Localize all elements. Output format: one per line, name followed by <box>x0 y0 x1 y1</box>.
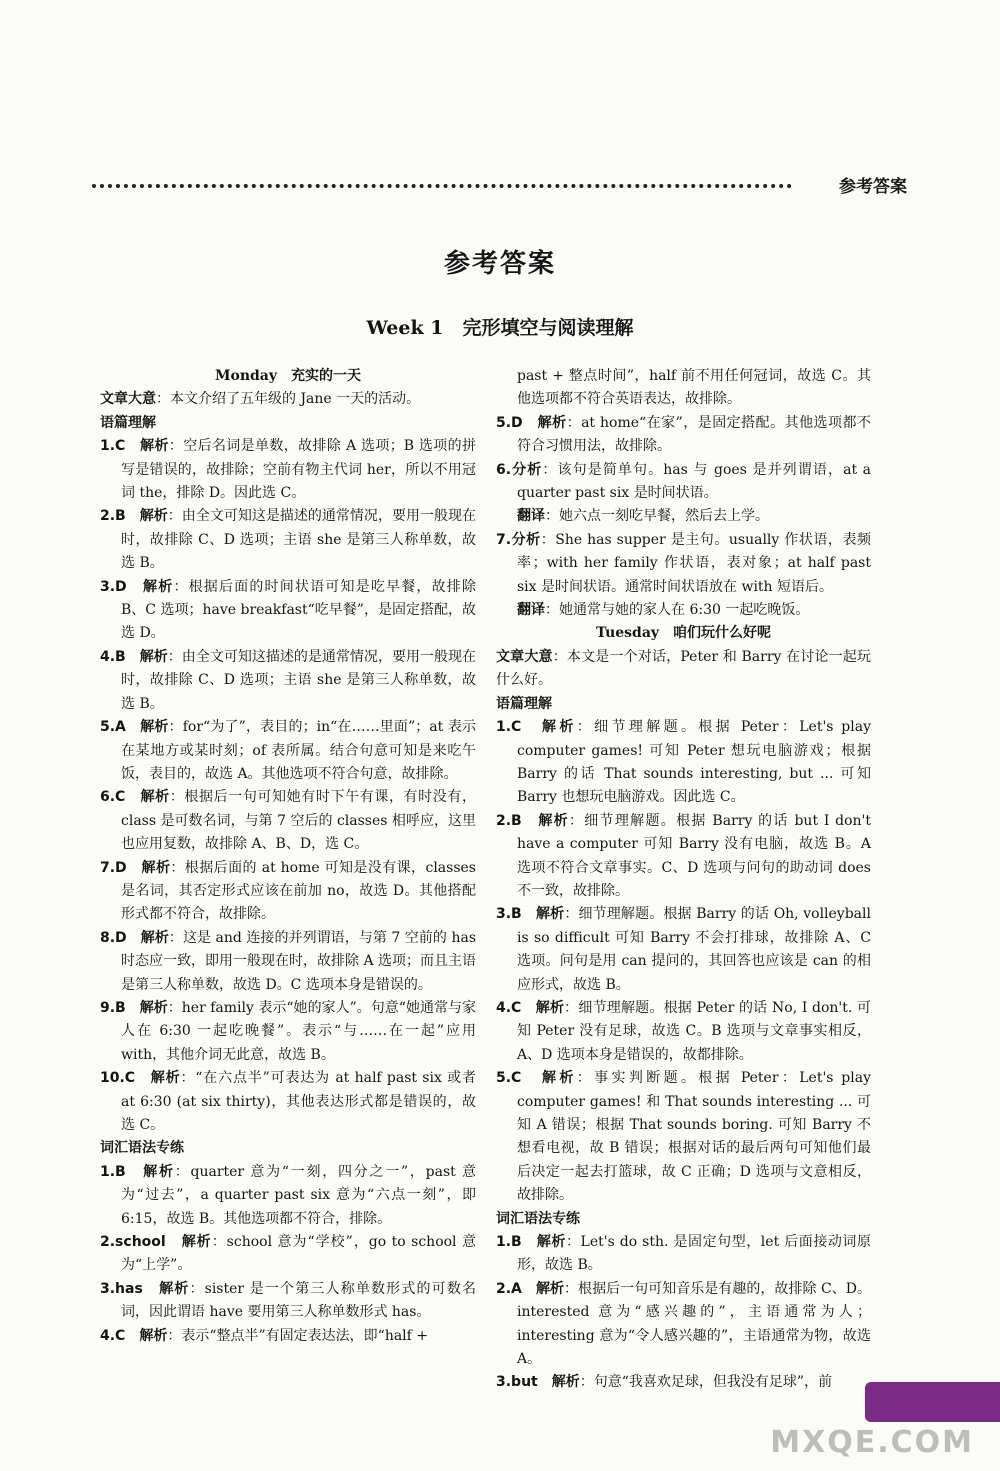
answer-label: 1.B 解析 <box>100 1163 175 1180</box>
answer-label: 3.B 解析 <box>496 906 565 923</box>
left-column <box>100 365 476 1348</box>
answer-item <box>100 1231 476 1278</box>
answer-label: 5.C 解析 <box>496 1070 577 1087</box>
answer-item <box>100 505 476 575</box>
answer-label: 9.B 解析 <box>100 999 168 1016</box>
answer-label: 2.B 解析 <box>100 508 168 525</box>
day-heading: Monday 充实的一天 <box>214 368 361 384</box>
page-title: 参考答案 <box>443 249 556 279</box>
page-corner-tab <box>865 1382 1000 1422</box>
continued-text: past + 整点时间”，half 前不用任何冠词，故选 C。其他选项都不符合英语表达，故排除。 <box>517 368 871 408</box>
answer-label: 翻译 <box>517 602 545 619</box>
answer-label: 1.C 解析 <box>100 438 169 455</box>
answer-text: ：细节理解题。根据 Barry 的话 Oh, volleyball is so difficult 可知 Barry 不会打排球，故排除 A、C 选项。问句是用 can 提问的，其回答也应该是 can 的相应形式，故选 B。 <box>517 906 871 993</box>
translation-line <box>496 505 871 528</box>
answer-item <box>496 1231 871 1278</box>
answer-item <box>100 927 476 997</box>
answer-text: ：表示“整点半”有固定表达法，即“half + <box>167 1327 429 1344</box>
answer-item <box>100 857 476 927</box>
answer-item <box>496 412 871 459</box>
answer-item <box>496 810 871 904</box>
section-heading: 词汇语法专练 <box>100 1140 184 1157</box>
section-heading: 语篇理解 <box>496 695 552 712</box>
day-heading: Tuesday 咱们玩什么好呢 <box>595 625 772 642</box>
dotted-rule <box>92 184 792 188</box>
answer-label: 10.C 解析 <box>100 1070 181 1087</box>
answer-text: ：Let's do sth. 是固定句型，let 后面接动词原形，故选 B。 <box>517 1234 871 1274</box>
answer-label: 1.B 解析 <box>496 1234 566 1251</box>
answer-text: ：根据后一句可知音乐是有趣的，故排除 C、D。interested 意为“感兴趣的”，主语通常为人；interesting 意为“令人感兴趣的”，主语通常为物，故选 A。 <box>517 1280 871 1368</box>
answer-item <box>100 1325 476 1348</box>
answer-item <box>496 1278 871 1372</box>
answer-text: ：句意“我喜欢足球，但我没有足球”，前 <box>579 1374 833 1391</box>
running-head-title: 参考答案 <box>839 177 907 197</box>
answer-text: ：细节理解题。根据 Peter：Let's play computer games! 可知 Peter 想玩电脑游戏；根据 Barry 的话 That sounds interesting, but ... 可知 Barry 也想玩电脑游戏。因此选 C。 <box>517 719 871 806</box>
answer-text: ：由全文可知这是描述的通常情况，要用一般现在时，故排除 C、D 选项；主语 she 是第三人称单数，故选 B。 <box>121 508 477 572</box>
answer-text: ：for“为了”，表目的；in“在……里面”；at 表示在某地方或某时刻；of 表所属。结合句意可知是来吃午饭，表目的，故选 A。其他选项不符合句意，故排除。 <box>121 719 476 782</box>
section-heading: 词汇语法专练 <box>496 1210 580 1227</box>
answer-item <box>100 997 476 1067</box>
answer-text: ：根据后面的 at home 可知是没有课，classes 是名词，其否定形式应该在前加 no，故选 D。其他搭配形式都不符合，故排除。 <box>121 859 476 923</box>
answer-text: ：本文介绍了五年级的 Jane 一天的活动。 <box>156 391 421 408</box>
answer-item <box>100 1161 476 1231</box>
answer-label: 8.D 解析 <box>100 929 169 946</box>
answer-label: 1.C 解析 <box>496 719 577 736</box>
answer-item <box>496 997 871 1067</box>
answer-item <box>100 1278 476 1325</box>
answer-item <box>100 786 476 856</box>
answer-label: 6.C 解析 <box>100 789 170 806</box>
answer-item <box>100 646 476 716</box>
answer-label: 5.A 解析 <box>100 719 169 736</box>
answer-text: ：at home“在家”，是固定搭配。其他选项都不符合习惯用法，故排除。 <box>517 414 871 455</box>
answer-text: ：她六点一刻吃早餐，然后去上学。 <box>545 508 769 525</box>
answer-item <box>100 716 476 786</box>
answer-label: 文章大意 <box>100 391 156 408</box>
answer-item <box>496 716 871 810</box>
answer-item <box>496 529 871 599</box>
article-summary <box>100 388 476 411</box>
answer-label: 翻译 <box>517 508 545 525</box>
answer-item <box>496 1067 871 1207</box>
article-summary <box>496 646 871 693</box>
translation-line <box>496 599 871 622</box>
answer-label: 2.school 解析 <box>100 1234 212 1251</box>
answer-text: ：根据后面的时间状语可知是吃早餐，故排除 B、C 选项；have breakfast“吃早餐”，是固定搭配，故选 D。 <box>121 578 476 642</box>
answer-label: 3.D 解析 <box>100 578 174 595</box>
answer-text: ：her family 表示“她的家人”。句意“她通常与家人在 6:30 一起吃晚餐”。表示“与……在一起”应用 with，其他介词无此意，故选 B。 <box>121 999 476 1063</box>
answer-text: ：空后名词是单数，故排除 A 选项；B 选项的拼写是错误的，故排除；空前有物主代词 her，所以不用冠词 the，排除 D。因此选 C。 <box>121 438 476 502</box>
answer-text: ：这是 and 连接的并列谓语，与第 7 空前的 has 时态应一致，即用一般现在时，故排除 A 选项；而且主语是第三人称单数，故选 D。C 选项本身是错误的。 <box>121 929 477 993</box>
answer-item <box>496 459 871 506</box>
answer-label: 7.D 解析 <box>100 859 171 876</box>
answer-text: ：由全文可知这描述的是通常情况，要用一般现在时，故排除 C、D 选项；主语 she 是第三人称单数，故选 B。 <box>121 648 477 712</box>
answer-item <box>100 435 476 505</box>
answer-text: ：She has supper 是主句。usually 作状语，表频率；with her family 作状语，表对象；at half past six 是时间状语。通常时间状语放在 with 短语后。 <box>517 531 871 595</box>
answer-label: 2.A 解析 <box>496 1280 565 1297</box>
answer-text: ：事实判断题。根据 Peter：Let's play computer games! 和 That sounds interesting ... 可知 A 错误；根据 That sounds boring. 可知 Barry 不想看电视，故 B 错误；根据对话的最后两句可知他们最后决定一起去打篮球，故 C 正确；D 选项与文意相反，故排除。 <box>517 1070 871 1204</box>
answer-text: ：本文是一个对话，Peter 和 Barry 在讨论一起玩什么好。 <box>496 648 871 689</box>
answer-label: 4.C 解析 <box>100 1327 168 1344</box>
answer-item <box>100 1067 476 1137</box>
answer-item <box>496 1371 871 1394</box>
answer-label: 4.C 解析 <box>496 999 565 1016</box>
week-title: Week 1 完形填空与阅读理解 <box>366 317 634 339</box>
watermark: MXQE.COM <box>770 1425 974 1460</box>
answer-text: ：quarter 意为“一刻，四分之一”，past 意为“过去”，a quarter past six 意为“六点一刻”，即 6:15，故选 B。其他选项都不符合，排除。 <box>121 1163 476 1227</box>
answer-text: ：细节理解题。根据 Peter 的话 No, I don't. 可知 Peter 没有足球，故选 C。B 选项与文章事实相反，A、D 选项本身是错误的，故都排除。 <box>517 999 871 1063</box>
answer-label: 7.分析 <box>496 531 541 548</box>
answer-label: 文章大意 <box>496 648 553 665</box>
answer-text: ：sister 是一个第三人称单数形式的可数名词，因此谓语 have 要用第三人称单数形式 has。 <box>121 1280 476 1321</box>
answer-item <box>100 576 476 646</box>
answer-label: 5.D 解析 <box>496 414 567 431</box>
answer-text: ：根据后一句可知她有时下午有课，有时没有，class 是可数名词，与第 7 空后的 classes 相呼应，这里也应用复数，故排除 A、B、D，选 C。 <box>121 789 476 853</box>
answer-text: ：她通常与她的家人在 6:30 一起吃晚饭。 <box>545 602 810 619</box>
answer-label: 3.has 解析 <box>100 1280 190 1297</box>
answer-text: ：school 意为“学校”，go to school 意为“上学”。 <box>121 1234 476 1274</box>
answer-label: 4.B 解析 <box>100 648 168 665</box>
answer-text: ：细节理解题。根据 Barry 的话 but I don't have a computer 可知 Barry 没有电脑，故选 B。A 选项不符合文章事实。C、D 选项与问句的助动词 does 不一致，故排除。 <box>517 812 871 899</box>
section-heading: 语篇理解 <box>100 414 156 431</box>
answer-item <box>496 903 871 997</box>
answer-text: ：“在六点半”可表达为 at half past six 或者 at 6:30 (at six thirty)，其他表达形式都是错误的，故选 C。 <box>121 1070 476 1133</box>
answer-label: 6.分析 <box>496 461 543 478</box>
answer-label: 2.B 解析 <box>496 812 569 829</box>
running-header <box>92 172 907 198</box>
answer-label: 3.but 解析 <box>496 1374 580 1391</box>
right-column <box>496 365 871 1395</box>
answer-text: ：该句是简单句。has 与 goes 是并列谓语，at a quarter past six 是时间状语。 <box>517 461 871 502</box>
